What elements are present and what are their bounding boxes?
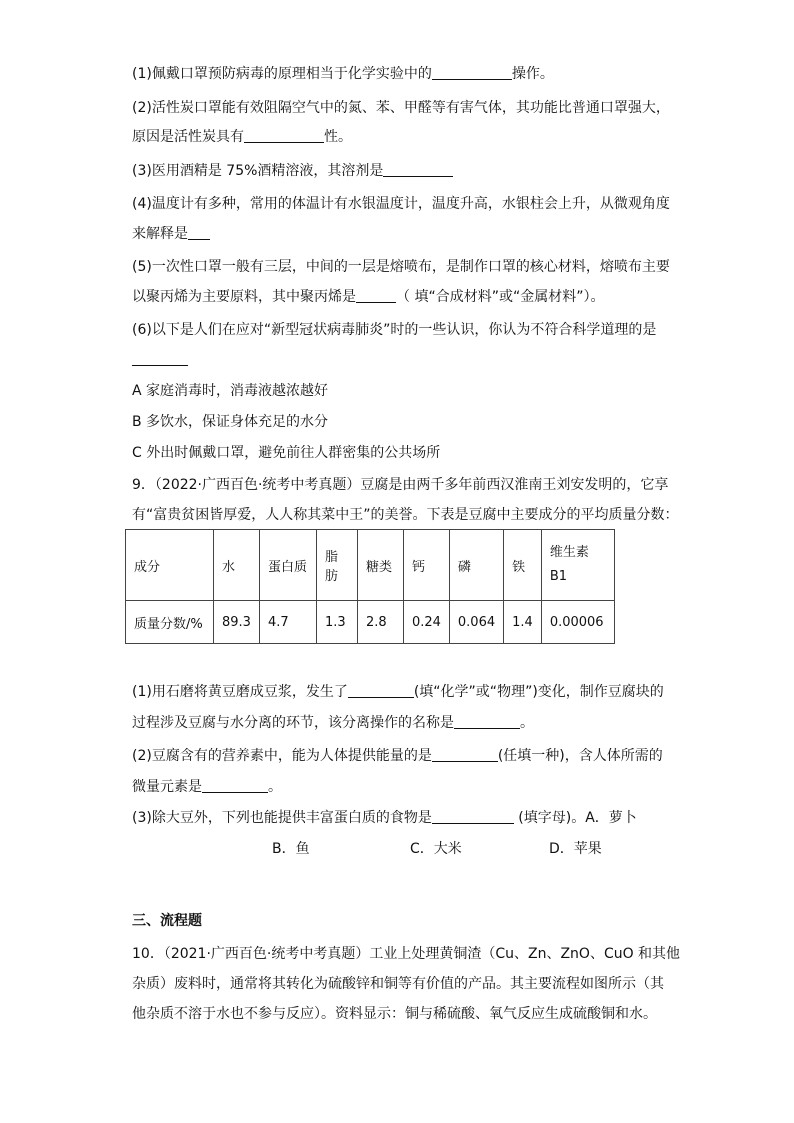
table-header-cell: 磷: [449, 530, 503, 601]
table-header-cell: 钙: [403, 530, 449, 601]
answer-blank[interactable]: [432, 809, 514, 824]
table-cell: 0.00006: [541, 601, 614, 644]
q9-part2-end: 。: [268, 779, 282, 795]
table-header-cell: 蛋白质: [259, 530, 316, 601]
q8-part4-line2: [132, 224, 210, 244]
q8-part1-text: (1)佩戴口罩预防病毒的原理相当于化学实验中的: [132, 66, 432, 82]
q9-part3: [132, 808, 637, 828]
table-header-cell: 糖类: [357, 530, 403, 601]
q9-part3-text: (3)除大豆外，下列也能提供丰富蛋白质的食物是: [132, 810, 432, 826]
q10-line1: 10．（2021·广西百色·统考中考真题）工业上处理黄铜渣（Cu、Zn、ZnO、CuO 和其他: [132, 946, 681, 962]
q8-part2-text: 原因是活性炭具有: [132, 129, 244, 145]
q8-part3: [132, 161, 453, 181]
table-cell: 2.8: [357, 601, 403, 644]
q9-part1-text: (1)用石磨将黄豆磨成豆浆，发生了: [132, 684, 348, 700]
answer-blank[interactable]: [188, 225, 210, 240]
table-cell: 0.064: [449, 601, 503, 644]
q8-part5-tail: （ 填“合成材料”或“金属材料”）。: [396, 289, 605, 305]
q9-option-c: C．大米: [410, 841, 462, 857]
q9-part2-text2: 微量元素是: [132, 779, 202, 795]
answer-blank[interactable]: [348, 683, 414, 698]
header-vitamin: 维生素: [549, 545, 589, 560]
table-header-cell: 水: [214, 530, 260, 601]
table-cell: 0.24: [403, 601, 449, 644]
answer-blank[interactable]: [132, 351, 188, 366]
q9-part1-tail: (填“化学”或“物理”)变化，制作豆腐块的: [413, 684, 664, 700]
q9-part2-line1: [132, 746, 663, 766]
answer-blank[interactable]: [454, 714, 520, 729]
q8-part1: [132, 64, 554, 84]
q8-part4-line1: (4)温度计有多种，常用的体温计有水银温度计，温度升高，水银柱会上升，从微观角度: [132, 196, 670, 212]
answer-blank[interactable]: [244, 128, 324, 143]
q8-part5-text: 以聚丙烯为主要原料，其中聚丙烯是: [132, 289, 356, 305]
table-header-cell: 铁: [504, 530, 542, 601]
table-cell: 1.4: [504, 601, 542, 644]
q9-stem-line1: 9．（2022·广西百色·统考中考真题）豆腐是由两千多年前西汉淮南王刘安发明的，它享: [132, 477, 669, 493]
q8-part5-line2: [132, 287, 604, 307]
q8-part2-line1: (2)活性炭口罩能有效阻隔空气中的氮、苯、甲醛等有害气体，其功能比普通口罩强大，: [132, 100, 670, 116]
table-row: [126, 601, 615, 644]
table-header-row: [126, 530, 615, 601]
q9-part2-text: (2)豆腐含有的营养素中，能为人体提供能量的是: [132, 748, 432, 764]
answer-blank[interactable]: [356, 288, 396, 303]
answer-blank[interactable]: [432, 65, 512, 80]
q8-part6: (6)以下是人们在应对“新型冠状病毒肺炎”时的一些认识，你认为不符合科学道理的是: [132, 322, 657, 338]
table-cell: 4.7: [259, 601, 316, 644]
table-header-cell: [541, 530, 614, 601]
q8-part5-line1: (5)一次性口罩一般有三层，中间的一层是熔喷布，是制作口罩的核心材料，熔喷布主要: [132, 259, 670, 275]
table-row-label: 质量分数/%: [126, 601, 214, 644]
section-heading: 三、流程题: [132, 913, 202, 929]
answer-blank[interactable]: [432, 747, 498, 762]
q9-part1-line1: [132, 682, 664, 702]
q9-part1-line2: [132, 713, 534, 733]
q9-option-d: D．苹果: [549, 841, 602, 857]
q9-part1-text2: 过程涉及豆腐与水分离的环节，该分离操作的名称是: [132, 715, 454, 731]
q8-option-a: A 家庭消毒时，消毒液越浓越好: [132, 383, 329, 399]
q10-line3: 他杂质不溶于水也不参与反应）。资料显示：铜与稀硫酸、氧气反应生成硫酸铜和水。: [132, 1006, 657, 1022]
q9-part2-tail: (任填一种)，含人体所需的: [497, 748, 663, 764]
q9-part1-end: 。: [520, 715, 534, 731]
header-b1: B1: [549, 569, 568, 584]
nutrient-table: [125, 529, 615, 644]
q8-option-c: C 外出时佩戴口罩，避免前往人群密集的公共场所: [132, 445, 441, 461]
q9-option-b: B．鱼: [272, 841, 310, 857]
q8-part3-text: (3)医用酒精是 75%酒精溶液，其溶剂是: [132, 163, 384, 179]
q8-option-b: B 多饮水，保证身体充足的水分: [132, 414, 329, 430]
answer-blank[interactable]: [383, 162, 453, 177]
q8-part4-text: 来解释是: [132, 226, 188, 242]
table-cell: 89.3: [214, 601, 260, 644]
q8-part2-tail: 性。: [324, 129, 352, 145]
q9-stem-line2: 有“富贵贫困皆厚爱，人人称其菜中王”的美誉。下表是豆腐中主要成分的平均质量分数：: [132, 507, 679, 523]
answer-blank[interactable]: [202, 778, 268, 793]
q10-line2: 杂质）废料时，通常将其转化为硫酸锌和铜等有价值的产品。其主要流程如图所示（其: [132, 976, 664, 992]
q8-part6-blank-line: [132, 350, 188, 370]
q8-part2-line2: [132, 127, 352, 147]
table-header-cell: 脂肪: [316, 530, 357, 601]
q8-part1-tail: 操作。: [511, 66, 554, 82]
q9-part2-line2: [132, 777, 282, 797]
table-header-cell: 成分: [126, 530, 214, 601]
q9-part3-tail: (填字母)。A．萝卜: [518, 810, 637, 826]
table-cell: 1.3: [316, 601, 357, 644]
